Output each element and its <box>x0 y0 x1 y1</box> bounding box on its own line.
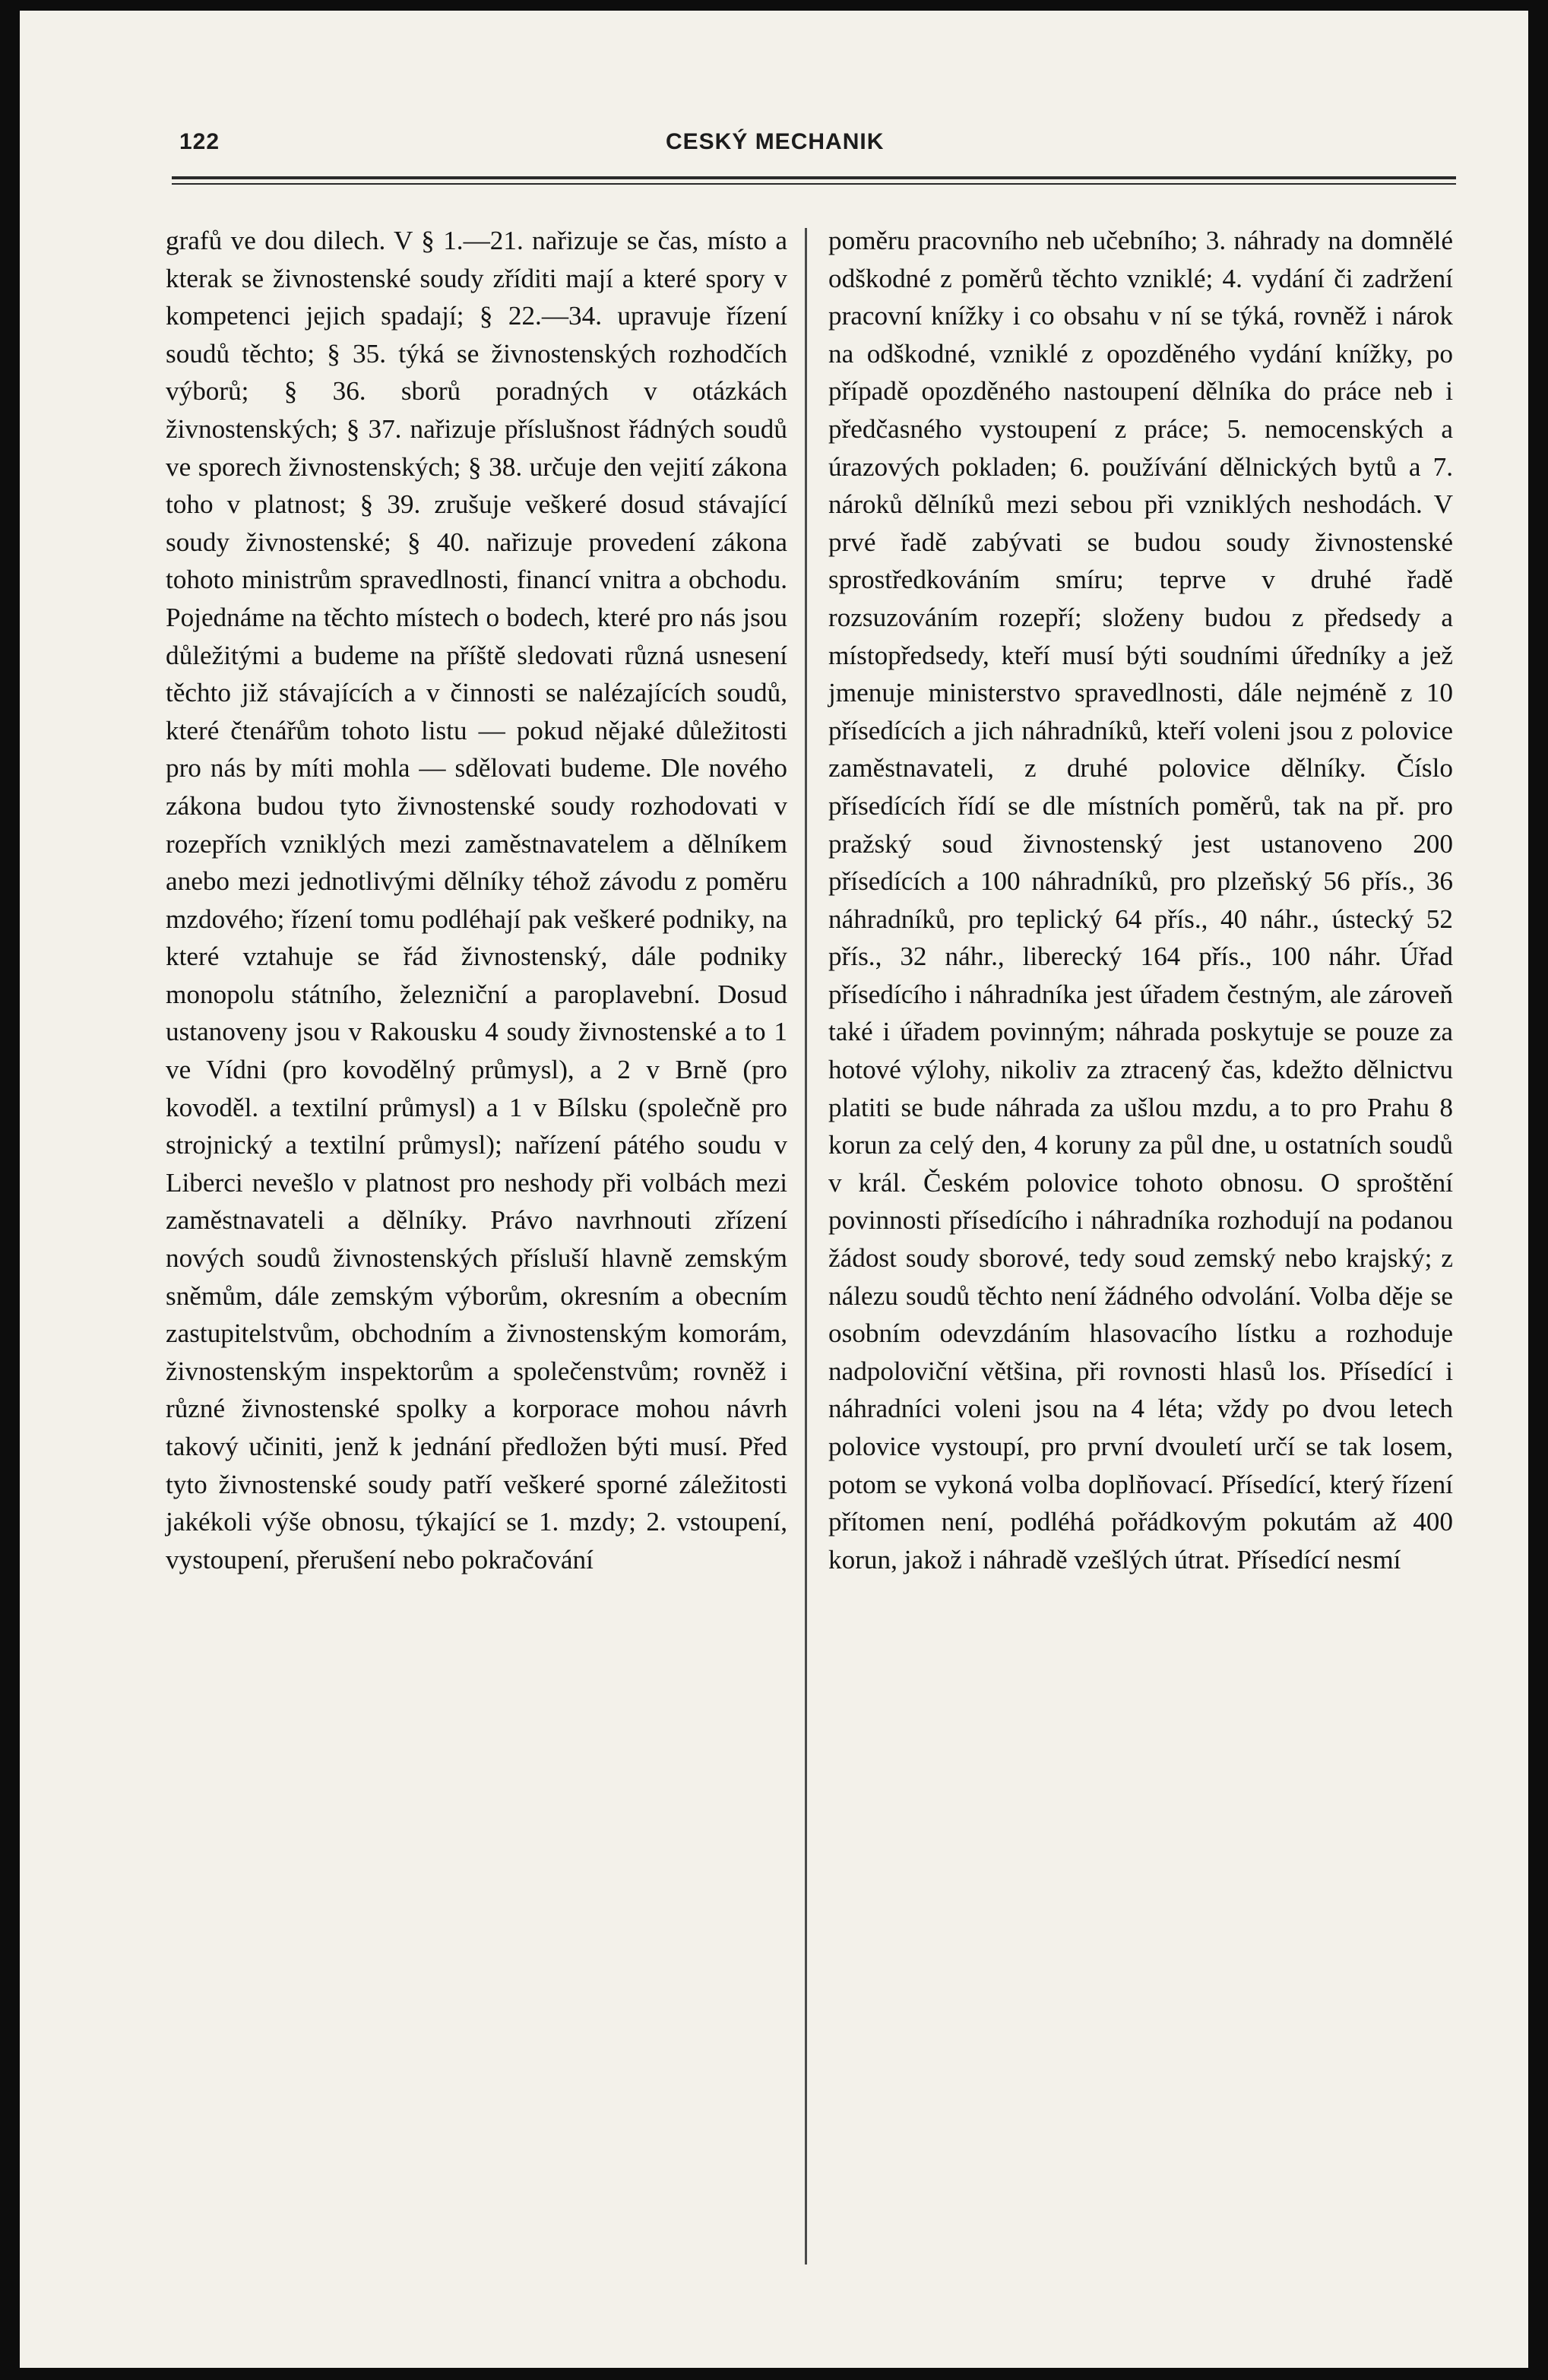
right-column-text: poměru pracovního neb učebního; 3. náhrady na domnělé odškodné z poměrů těchto vzniklé; 4. vydání či zadržení pracovní knížky i co obsahu v ní se týká, rovněž i nárok na odškodné, vzniklé z opozděného vydání knížky, po případě opozděného nastoupení dělníka do práce neb i předčasného vystoupení z práce; 5. nemocenských a úrazových pokladen; 6. používání dělnických bytů a 7. nároků dělníků mezi sebou při vzniklých neshodách. V prvé řadě zabývati se budou soudy živnostenské sprostředkováním smíru; teprve v druhé řadě rozsuzováním rozepří; složeny budou z předsedy a místopředsedy, kteří musí býti soudními úředníky a jež jmenuje ministerstvo spravedlnosti, dále nejméně z 10 přísedících a jich náhradníků, kteří voleni jsou z polovice zaměstnavateli, z druhé polovice dělníky. Číslo přísedících řídí se dle místních poměrů, tak na př. pro pražský soud živnostenský jest ustanoveno 200 přísedících a 100 náhradníků, pro plzeňský 56 přís., 36 náhradníků, pro teplický 64 přís., 40 náhr., ústecký 52 přís., 32 náhr., liberecký 164 přís., 100 náhr. Úřad přísedícího i náhradníka jest úřadem čestným, ale zároveň také i úřadem povinným; náhrada poskytuje se pouze za hotové výlohy, nikoliv za ztracený čas, kdežto dělnictvu platiti se bude náhrada za ušlou mzdu, a to pro Prahu 8 korun za celý den, 4 koruny za půl dne, u ostatních soudů v král. Českém polovice tohoto obnosu. O sproštění povinnosti přísedícího i náhradníka rozhodují na podanou žádost soudy sborové, tedy soud zemský nebo krajský; z nálezu soudů těchto není žádného odvolání. Volba děje se osobním odevzdáním hlasovacího lístku a rozhoduje nadpoloviční většina, při rovnosti hlasů los. Přísedící i náhradníci voleni jsou na 4 léta; vždy po dvou letech polovice vystoupí, pro první dvouletí určí se tak losem, potom se vykoná volba doplňovací. Přísedící, který řízení přítomen není, podléhá pořádkovým pokutám až 400 korun, jakož i náhradě vzešlých útrat. Přísedící nesmí <box>828 226 1453 1575</box>
left-column <box>166 222 787 2296</box>
page-header <box>179 129 1448 175</box>
running-title: CESKÝ MECHANIK <box>666 129 885 154</box>
left-column-text: grafů ve dou dilech. V § 1.—21. nařizuje se čas, místo a kterak se živnostenské soudy zříditi mají a které spory v kompetenci jejich spadají; § 22.—34. upravuje řízení soudů těchto; § 35. týká se živnostenských rozhodčích výborů; § 36. sborů poradných v otázkách živnostenských; § 37. nařizuje příslušnost řádných soudů ve sporech živnostenských; § 38. určuje den vejití zákona toho v platnost; § 39. zrušuje veškeré dosud stávající soudy živnostenské; § 40. nařizuje provedení zákona tohoto ministrům spravedlnosti, financí vnitra a obchodu. Pojednáme na těchto místech o bodech, které pro nás jsou důležitými a budeme na příště sledovati různá usnesení těchto již stávajících a v činnosti se nalézajících soudů, které čtenářům tohoto listu — pokud nějaké důležitosti pro nás by míti mohla — sdělovati budeme. Dle nového zákona budou tyto živnostenské soudy rozhodovati v rozepřích vzniklých mezi zaměstnavatelem a dělníkem anebo mezi jednotlivými dělníky téhož závodu z poměru mzdového; řízení tomu podléhají pak veškeré podniky, na které vztahuje se řád živnostenský, dále podniky monopolu státního, železniční a paroplavební. Dosud ustanoveny jsou v Rakousku 4 soudy živnostenské a to 1 ve Vídni (pro kovodělný průmysl), a 2 v Brně (pro kovoděl. a textilní průmysl) a 1 v Bílsku (společně pro strojnický a textilní průmysl); nařízení pátého soudu v Liberci nevešlo v platnost pro neshody při volbách mezi zaměstnavateli a dělníky. Právo navrhnouti zřízení nových soudů živnostenských přísluší hlavně zemským sněmům, dále zemským výborům, okresním a obecním zastupitelstvům, obchodním a živnostenským komorám, živnostenským inspektorům a společenstvům; rovněž i různé živnostenské spolky a korporace mohou návrh takový učiniti, jenž k jednání předložen býti musí. Před tyto živnostenské soudy patří veškeré sporné záležitosti jakékoli výše obnosu, týkající se 1. mzdy; 2. vstoupení, vystoupení, přerušení nebo pokračování <box>166 226 787 1575</box>
header-rule <box>172 176 1456 179</box>
page-number: 122 <box>179 129 220 154</box>
header-rule-thin <box>172 183 1456 185</box>
column-divider <box>805 228 807 2264</box>
right-column <box>828 222 1453 2296</box>
